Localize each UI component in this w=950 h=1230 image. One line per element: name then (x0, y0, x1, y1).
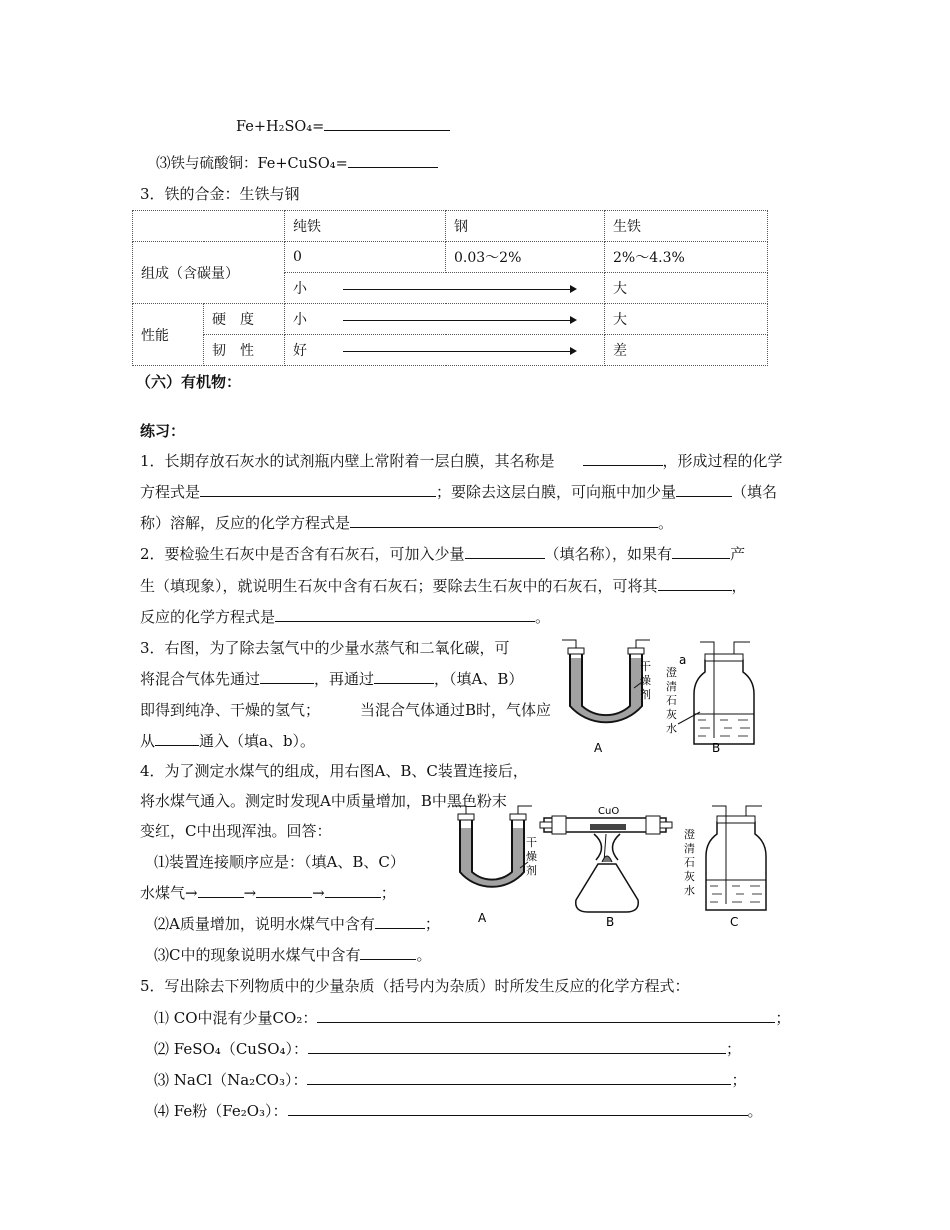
hardness-trend (285, 304, 605, 335)
answer-blank[interactable] (350, 513, 658, 528)
q4-line3: 变红，C中出现浑浊。回答： (140, 822, 332, 840)
fig1-limewater-3: 石 (666, 694, 677, 707)
answer-blank[interactable] (275, 607, 535, 622)
fig1-limewater-2: 清 (666, 680, 677, 693)
property-label: 性能 (133, 304, 204, 366)
q2-line3 (140, 606, 820, 628)
q4-line5 (140, 882, 460, 904)
carbon-trend (285, 273, 605, 304)
toughness-label: 韧 性 (204, 335, 285, 366)
answer-blank[interactable] (375, 914, 425, 929)
q5-text: ⑴ CO中混有少量CO₂： (154, 1009, 318, 1027)
q4-line4: ⑴装置连接顺序应是：（填A、B、C） (154, 853, 405, 871)
q4-text: 。 (416, 946, 432, 964)
fig1-label-b: B (712, 741, 721, 755)
q5-text: ； (775, 1009, 791, 1027)
hardness-trend-high: 大 (605, 304, 768, 335)
fig2-limewater-4: 灰 (684, 870, 695, 883)
q5-item4 (154, 1100, 794, 1122)
trend-low: 小 (293, 312, 307, 328)
answer-blank[interactable] (307, 1070, 731, 1085)
fig2-limewater-5: 水 (684, 884, 695, 897)
fig2-limewater-3: 石 (684, 856, 695, 869)
q2-text: （填名称），如果有 (544, 545, 673, 563)
header-steel: 钢 (446, 211, 605, 242)
fig1-desiccant-1: 干 (640, 660, 651, 673)
fig1-desiccant-2: 燥 (640, 674, 651, 687)
q5-item3 (154, 1069, 794, 1091)
header-pig-iron: 生铁 (605, 211, 768, 242)
header-pure-iron: 纯铁 (285, 211, 446, 242)
answer-blank[interactable] (200, 482, 436, 497)
q3-line2 (140, 668, 570, 690)
q4-line1: 4．为了测定水煤气的组成，用右图A、B、C装置连接后， (140, 762, 528, 780)
fig1-label-a: A (594, 741, 603, 755)
q4-text: ； (424, 915, 440, 933)
answer-blank[interactable] (308, 1039, 726, 1054)
q1-line3 (140, 512, 820, 534)
practice-heading: 练习： (140, 422, 186, 440)
q1-text: 称）溶解，反应的化学方程式是 (140, 514, 351, 532)
carbon-trend-high: 大 (605, 273, 768, 304)
q1-line2 (140, 481, 820, 503)
fig2-desiccant-1: 干 (526, 836, 537, 849)
composition-label: 组成（含碳量） (133, 242, 285, 304)
q2-text: 生（填现象），就说明生石灰中含有石灰石；要除去生石灰中的石灰石，可将其 (140, 577, 658, 595)
q5-text: ； (731, 1071, 747, 1089)
fig1-limewater-5: 水 (666, 722, 677, 735)
q3-text: ，（填A、B） (434, 670, 524, 688)
answer-blank[interactable] (324, 116, 450, 131)
q5-heading: 5．写出除去下列物质中的少量杂质（括号内为杂质）时所发生反应的化学方程式： (140, 977, 690, 995)
fig2-limewater-1: 澄 (684, 828, 695, 841)
q5-item1 (154, 1007, 794, 1029)
answer-blank[interactable] (348, 153, 438, 168)
fig1-port-a: a (679, 653, 687, 667)
arrow-icon (343, 320, 575, 321)
q4-line2: 将水煤气通入。测定时发现A中质量增加，B中黑色粉末 (140, 792, 507, 810)
figure-1-apparatus (560, 636, 770, 766)
fig2-desiccant-2: 燥 (526, 850, 537, 863)
q2-text: 反应的化学方程式是 (140, 608, 276, 626)
q3-text: 即得到纯净、干燥的氢气； (140, 701, 321, 719)
fig2-desiccant-3: 剂 (526, 864, 537, 877)
answer-blank[interactable] (676, 482, 732, 497)
fe-h2so4-line (236, 116, 450, 135)
q2-text: 。 (535, 608, 551, 626)
q3-line3 (140, 699, 570, 721)
composition-pig-iron: 2%～4.3% (605, 242, 768, 273)
q1-text: ，形成过程的化学 (662, 452, 783, 470)
fe-h2so4-formula: Fe+H₂SO₄= (236, 119, 325, 135)
arrow-icon (343, 289, 575, 290)
q1-text: ；要除去这层白膜，可向瓶中加少量 (436, 483, 677, 501)
q1-text: 。 (658, 514, 674, 532)
wash-bottle-b (678, 642, 754, 744)
q5-text: ⑷ Fe粉（Fe₂O₃）： (154, 1102, 288, 1120)
answer-blank[interactable] (672, 544, 730, 559)
q4-line7 (154, 944, 474, 966)
combustion-tube-b (540, 816, 672, 912)
answer-blank[interactable] (583, 451, 663, 466)
q5-text: ； (726, 1040, 742, 1058)
fig2-cuo: CuO (598, 806, 620, 817)
figure-2-apparatus (440, 800, 780, 930)
answer-blank[interactable] (155, 731, 199, 746)
q5-text: ⑶ NaCl（Na₂CO₃）： (154, 1071, 308, 1089)
q4-text: ⑵A质量增加，说明水煤气中含有 (154, 915, 375, 933)
wash-bottle-c (706, 806, 766, 910)
trend-low: 小 (293, 281, 307, 297)
answer-blank[interactable] (360, 945, 416, 960)
u-tube-a (562, 640, 650, 722)
hardness-label: 硬 度 (204, 304, 285, 335)
fig2-label-c: C (730, 915, 739, 929)
q5-text: 。 (747, 1102, 763, 1120)
toughness-trend-bad: 差 (605, 335, 768, 366)
q2-text: 产 (730, 545, 746, 563)
q4-line6 (154, 913, 474, 935)
q1-text: （填名 (732, 483, 778, 501)
trend-good: 好 (293, 343, 307, 359)
fig2-limewater-2: 清 (684, 842, 695, 855)
q4-text: ⑶C中的现象说明水煤气中含有 (154, 946, 361, 964)
q3-text: ，再通过 (314, 670, 375, 688)
composition-pure-iron: 0 (285, 242, 446, 273)
iron-alloy-table (132, 210, 768, 366)
q3-text: 通入（填a、b）。 (199, 732, 316, 750)
toughness-trend (285, 335, 605, 366)
q3-line4 (140, 730, 570, 752)
q2-line1 (140, 543, 820, 565)
fe-cuso4-formula: ⑶铁与硫酸铜：Fe+CuSO₄= (156, 156, 348, 172)
q4-text: 水煤气→ (140, 884, 198, 902)
answer-blank[interactable] (288, 1101, 748, 1116)
arrow-icon (343, 351, 575, 352)
section-organic: （六）有机物： (136, 373, 242, 391)
q2-line2 (140, 575, 820, 597)
q4-text: → (243, 884, 257, 902)
alloy-heading: 3．铁的合金：生铁与钢 (140, 185, 300, 203)
fe-cuso4-line (156, 152, 438, 173)
answer-blank[interactable] (325, 883, 381, 898)
answer-blank[interactable] (317, 1008, 775, 1023)
q5-text: ⑵ FeSO₄（CuSO₄）： (154, 1040, 309, 1058)
fig1-desiccant-3: 剂 (640, 688, 651, 701)
q3-line1: 3．右图，为了除去氢气中的少量水蒸气和二氧化碳，可 (140, 639, 510, 657)
answer-blank[interactable] (658, 576, 732, 591)
answer-blank[interactable] (260, 669, 314, 684)
q1-text: 1．长期存放石灰水的试剂瓶内壁上常附着一层白膜，其名称是 (140, 452, 555, 470)
q2-text: 2．要检验生石灰中是否含有石灰石，可加入少量 (140, 545, 465, 563)
composition-steel: 0.03～2% (446, 242, 605, 273)
q4-text: ； (380, 884, 396, 902)
q2-text: ， (731, 577, 747, 595)
answer-blank[interactable] (465, 544, 545, 559)
q3-text: 从 (140, 732, 156, 750)
answer-blank[interactable] (256, 883, 312, 898)
answer-blank[interactable] (198, 883, 244, 898)
u-tube-a (452, 806, 532, 887)
q1-text: 方程式是 (140, 483, 201, 501)
fig2-label-a: A (478, 911, 487, 925)
q4-text: → (312, 884, 325, 902)
q5-item2 (154, 1038, 794, 1060)
fig1-limewater-4: 灰 (666, 708, 677, 721)
answer-blank[interactable] (374, 669, 434, 684)
fig1-limewater-1: 澄 (666, 666, 677, 679)
q1-line1 (140, 450, 820, 472)
fig2-label-b: B (606, 915, 615, 929)
q3-text: 当混合气体通过B时，气体应 (360, 701, 552, 719)
q3-text: 将混合气体先通过 (140, 670, 261, 688)
